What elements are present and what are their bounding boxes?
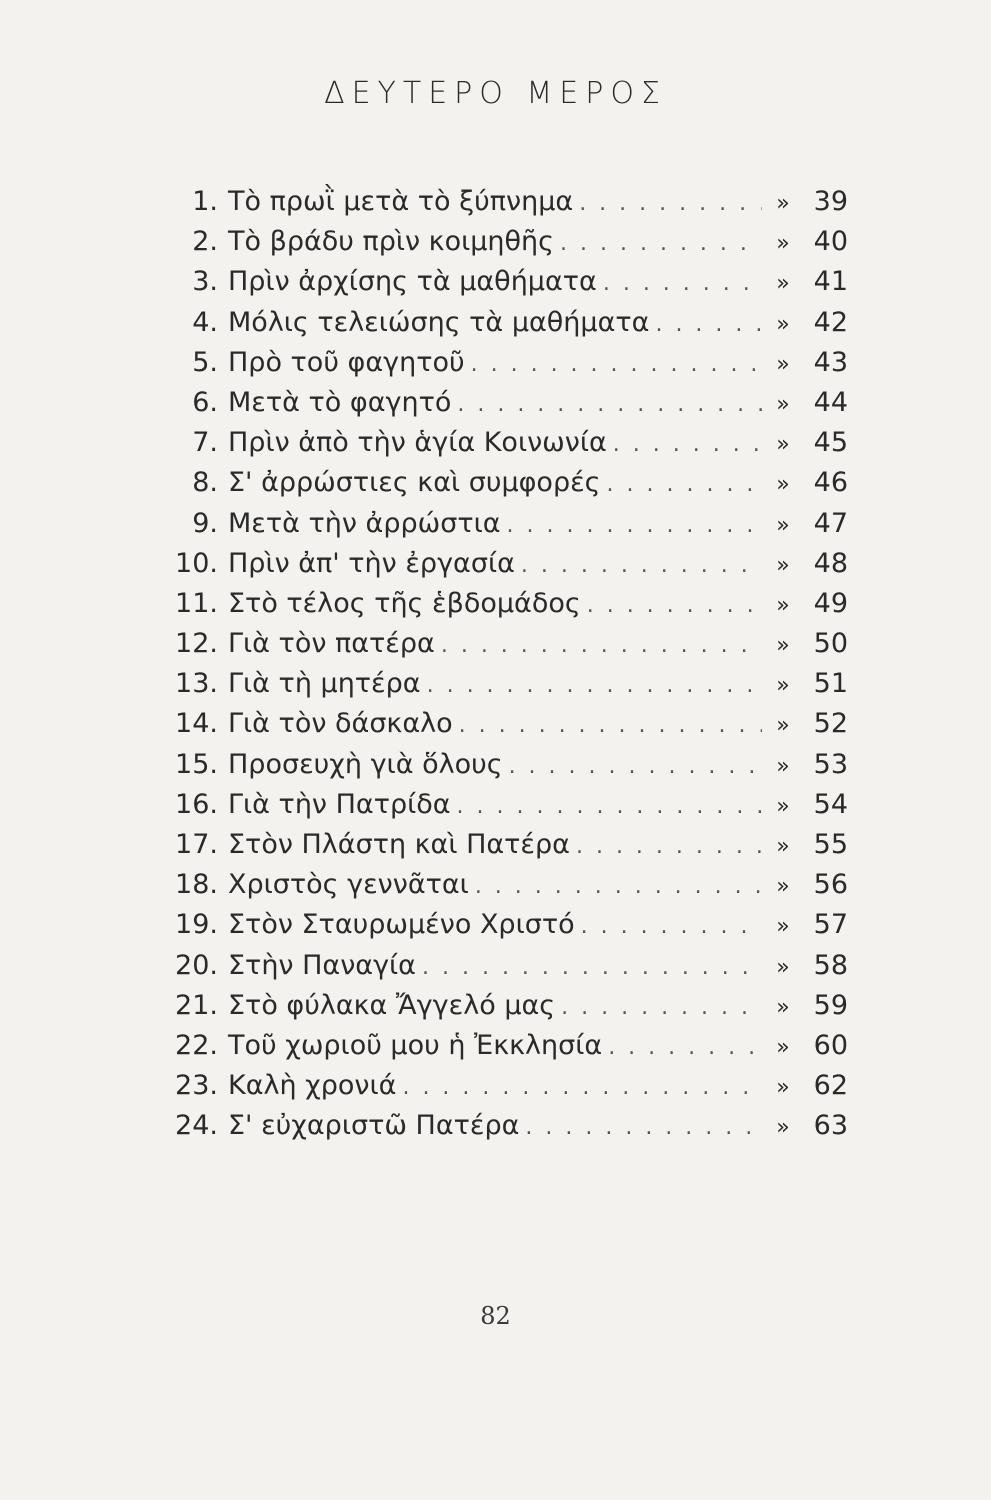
entry-title: Γιὰ τὴ μητέρα <box>228 668 421 700</box>
ditto-mark: » <box>776 1034 790 1060</box>
entry-title: Στὴν Παναγία <box>228 949 416 981</box>
entry-number: 16. <box>175 788 218 820</box>
entry-page: 51 <box>813 668 848 700</box>
dot-leader <box>560 224 762 264</box>
dot-leader <box>603 264 762 304</box>
entry-number: 10. <box>175 547 218 579</box>
entry-title: Σ' εὐχαριστῶ Πατέρα <box>228 1110 520 1142</box>
entry-page: 42 <box>813 306 848 338</box>
dot-leader <box>613 425 762 465</box>
toc-entry <box>158 825 848 865</box>
table-of-contents <box>158 182 848 1147</box>
entry-number: 12. <box>175 628 218 660</box>
dot-leader <box>509 747 762 787</box>
toc-entry <box>158 905 848 945</box>
entry-title: Πρὶν ἀρχίσης τὰ μαθήματα <box>228 266 597 298</box>
dot-leader <box>471 345 762 385</box>
entry-title: Μετὰ τὴν ἀρρώστια <box>228 507 501 539</box>
entry-number: 23. <box>175 1070 218 1102</box>
toc-entry <box>158 1106 848 1146</box>
entry-title: Χριστὸς γεννᾶται <box>228 869 469 901</box>
entry-title: Καλὴ χρονιά <box>228 1070 397 1102</box>
ditto-mark: » <box>776 874 790 900</box>
ditto-mark: » <box>776 834 790 859</box>
toc-entry <box>158 1026 848 1066</box>
ditto-mark: » <box>776 592 790 618</box>
entry-page: 60 <box>813 1029 848 1061</box>
entry-page: 58 <box>813 949 848 981</box>
entry-title: Γιὰ τὴν Πατρίδα <box>228 788 451 820</box>
entry-number: 24. <box>175 1110 218 1142</box>
ditto-mark: » <box>776 191 790 216</box>
entry-page: 41 <box>813 266 848 298</box>
ditto-mark: » <box>776 994 790 1020</box>
entry-number: 7. <box>192 427 218 459</box>
entry-number: 6. <box>192 386 218 418</box>
entry-title: Τοῦ χωριοῦ μου ἡ Ἐκκλησία <box>228 1029 603 1061</box>
entry-page: 57 <box>813 909 848 941</box>
toc-entry <box>158 504 848 544</box>
entry-title: Γιὰ τὸν δάσκαλο <box>228 708 453 740</box>
entry-title: Πρὶν ἀπ' τὴν ἐργασία <box>228 547 515 579</box>
entry-page: 53 <box>813 748 848 780</box>
toc-entry <box>158 946 848 986</box>
entry-title: Πρὶν ἀπὸ τὴν ἁγία Κοινωνία <box>228 427 607 459</box>
toc-entry <box>158 1066 848 1106</box>
entry-number: 20. <box>175 949 218 981</box>
ditto-mark: » <box>776 351 790 377</box>
dot-leader <box>579 184 762 224</box>
entry-title: Στὸν Πλάστη καὶ Πατέρα <box>228 829 570 860</box>
ditto-mark: » <box>776 673 790 699</box>
entry-number: 8. <box>192 467 218 499</box>
dot-leader <box>581 907 762 947</box>
entry-page: 55 <box>813 829 848 860</box>
dot-leader <box>427 666 762 706</box>
entry-number: 14. <box>175 708 218 740</box>
dot-leader <box>607 465 762 505</box>
dot-leader <box>655 305 762 345</box>
ditto-mark: » <box>776 311 790 337</box>
ditto-mark: » <box>776 633 790 659</box>
ditto-mark: » <box>776 1075 790 1101</box>
entry-number: 15. <box>175 748 218 780</box>
dot-leader <box>457 385 762 425</box>
toc-entry <box>158 544 848 584</box>
entry-page: 50 <box>813 628 848 660</box>
entry-page: 56 <box>813 869 848 901</box>
entry-title: Σ' ἀρρώστιες καὶ συμφορές <box>228 467 601 499</box>
entry-number: 19. <box>175 909 218 941</box>
entry-number: 4. <box>192 306 218 338</box>
entry-page: 44 <box>813 386 848 418</box>
toc-entry <box>158 704 848 744</box>
entry-page: 40 <box>813 226 848 258</box>
ditto-mark: » <box>776 271 790 297</box>
entry-title: Μόλις τελειώσης τὰ μαθήματα <box>228 306 650 338</box>
toc-entry <box>158 584 848 624</box>
entry-title: Στὸν Σταυρωμένο Χριστό <box>228 909 575 941</box>
entry-page: 59 <box>813 989 848 1021</box>
toc-entry <box>158 262 848 302</box>
entry-title: Στὸ τέλος τῆς ἑβδομάδος <box>228 587 581 619</box>
dot-leader <box>507 506 762 546</box>
entry-title: Μετὰ τὸ φαγητό <box>228 386 452 418</box>
ditto-mark: » <box>776 552 790 578</box>
toc-entry <box>158 343 848 383</box>
entry-title: Πρὸ τοῦ φαγητοῦ <box>228 346 465 378</box>
dot-leader <box>576 827 762 867</box>
entry-title: Προσευχὴ γιὰ ὅλους <box>228 748 503 780</box>
toc-entry <box>158 624 848 664</box>
entry-page: 54 <box>813 788 848 820</box>
entry-page: 43 <box>813 346 848 378</box>
entry-number: 11. <box>175 587 218 619</box>
entry-number: 13. <box>175 668 218 700</box>
entry-page: 45 <box>813 427 848 459</box>
entry-number: 21. <box>175 989 218 1021</box>
ditto-mark: » <box>776 391 790 417</box>
dot-leader <box>402 1068 762 1108</box>
ditto-mark: » <box>776 231 790 257</box>
entry-title: Τὸ βράδυ πρὶν κοιμηθῆς <box>228 226 555 258</box>
entry-number: 18. <box>175 869 218 901</box>
entry-number: 9. <box>192 507 218 539</box>
entry-number: 22. <box>175 1029 218 1061</box>
toc-entry <box>158 664 848 704</box>
dot-leader <box>475 867 762 907</box>
ditto-mark: » <box>776 753 790 779</box>
ditto-mark: » <box>776 512 790 538</box>
entry-page: 62 <box>813 1070 848 1102</box>
toc-entry <box>158 303 848 343</box>
toc-entry <box>158 785 848 825</box>
dot-leader <box>441 626 762 666</box>
ditto-mark: » <box>776 1115 790 1141</box>
toc-entry <box>158 182 848 222</box>
ditto-mark: » <box>776 793 790 819</box>
entry-number: 17. <box>175 829 218 860</box>
dot-leader <box>521 546 762 586</box>
ditto-mark: » <box>776 914 790 940</box>
toc-entry <box>158 745 848 785</box>
entry-page: 46 <box>813 467 848 499</box>
ditto-mark: » <box>776 954 790 980</box>
entry-page: 47 <box>813 507 848 539</box>
toc-entry <box>158 463 848 503</box>
toc-entry <box>158 423 848 463</box>
entry-page: 63 <box>813 1110 848 1142</box>
ditto-mark: » <box>776 472 790 498</box>
toc-entry <box>158 986 848 1026</box>
entry-number: 5. <box>192 346 218 378</box>
entry-page: 48 <box>813 547 848 579</box>
dot-leader <box>561 988 762 1028</box>
toc-entry <box>158 865 848 905</box>
entry-page: 52 <box>813 708 848 740</box>
dot-leader <box>459 706 762 746</box>
toc-entry <box>158 383 848 423</box>
dot-leader <box>457 787 762 827</box>
dot-leader <box>587 586 762 626</box>
entry-page: 49 <box>813 587 848 619</box>
entry-page: 39 <box>813 186 848 217</box>
ditto-mark: » <box>776 713 790 739</box>
dot-leader <box>525 1108 762 1148</box>
dot-leader <box>422 948 762 988</box>
entry-number: 1. <box>192 186 218 217</box>
dot-leader <box>608 1028 762 1068</box>
entry-title: Γιὰ τὸν πατέρα <box>228 628 435 660</box>
entry-number: 2. <box>192 226 218 258</box>
ditto-mark: » <box>776 432 790 458</box>
page-number: 82 <box>480 1302 511 1330</box>
entry-title: Τὸ πρωῒ μετὰ τὸ ξύπνημα <box>228 186 574 217</box>
section-heading: ΔΕΥΤΕΡΟ ΜΕΡΟΣ <box>324 76 667 111</box>
toc-entry <box>158 222 848 262</box>
entry-number: 3. <box>192 266 218 298</box>
entry-title: Στὸ φύλακα Ἄγγελό μας <box>228 989 556 1021</box>
